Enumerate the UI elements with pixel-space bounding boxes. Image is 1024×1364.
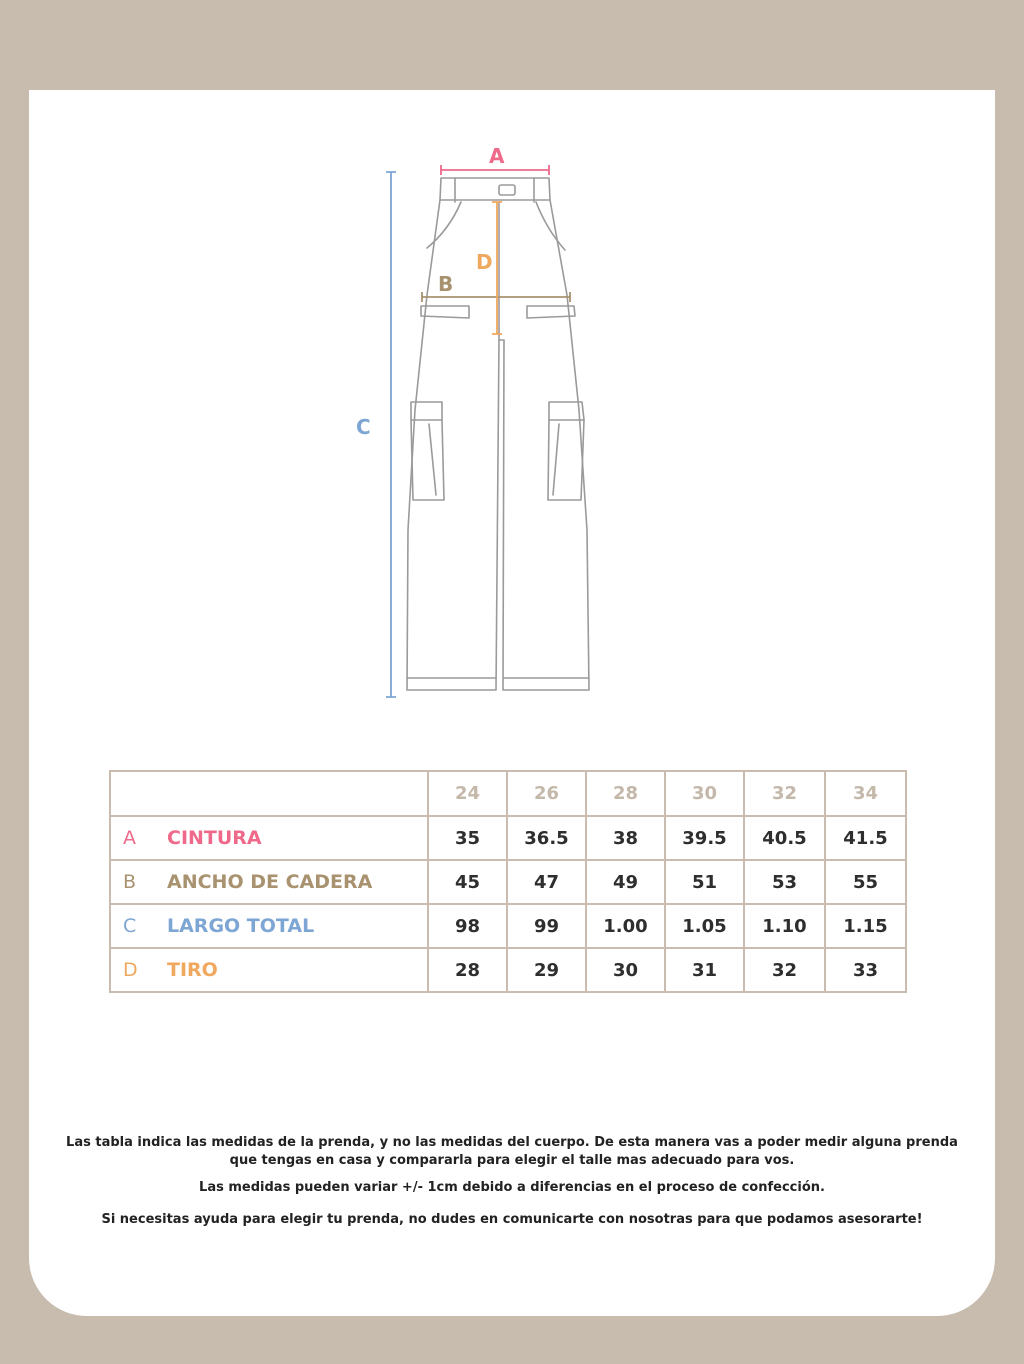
table-row-ancho-de-cadera (110, 860, 906, 904)
table-cell: 29 (507, 948, 586, 992)
table-cell: 30 (586, 948, 665, 992)
row-letter: C (123, 915, 137, 937)
row-name: LARGO TOTAL (167, 915, 315, 937)
table-cell: 53 (744, 860, 825, 904)
table-row-cintura (110, 816, 906, 860)
table-cell: 36.5 (507, 816, 586, 860)
table-cell: 1.05 (665, 904, 744, 948)
table-cell: 33 (825, 948, 906, 992)
table-cell: 49 (586, 860, 665, 904)
note-line: Las tabla indica las medidas de la prenda, y no las medidas del cuerpo. De esta manera vas a poder medir alguna prenda (66, 1135, 958, 1150)
size-guide-card (29, 90, 995, 1316)
table-row-largo-total (110, 904, 906, 948)
dimension-label-d: D (476, 250, 493, 274)
table-cell: 31 (665, 948, 744, 992)
table-cell: 28 (428, 948, 507, 992)
size-header: 32 (744, 771, 825, 816)
table-cell: 39.5 (665, 816, 744, 860)
row-name: ANCHO DE CADERA (167, 871, 373, 893)
size-notes (29, 1134, 995, 1236)
table-cell: 45 (428, 860, 507, 904)
table-cell: 99 (507, 904, 586, 948)
row-letter: D (123, 959, 138, 981)
table-cell: 32 (744, 948, 825, 992)
size-header: 28 (586, 771, 665, 816)
table-cell: 51 (665, 860, 744, 904)
row-name: TIRO (167, 959, 218, 981)
size-header: 24 (428, 771, 507, 816)
size-header-row (110, 771, 906, 816)
table-cell: 1.00 (586, 904, 665, 948)
header-empty-cell (110, 771, 428, 816)
row-label (110, 816, 428, 860)
size-header: 30 (665, 771, 744, 816)
note-variation: Las medidas pueden variar +/- 1cm debido a diferencias en el proceso de confección. (199, 1180, 825, 1195)
note-help: Si necesitas ayuda para elegir tu prenda, no dudes en comunicarte con nosotras para que podamos asesorarte! (101, 1212, 923, 1227)
table-cell: 40.5 (744, 816, 825, 860)
table-cell: 1.10 (744, 904, 825, 948)
size-header: 34 (825, 771, 906, 816)
table-cell: 98 (428, 904, 507, 948)
size-table (109, 770, 907, 993)
table-cell: 1.15 (825, 904, 906, 948)
table-cell: 47 (507, 860, 586, 904)
table-row-tiro (110, 948, 906, 992)
row-name: CINTURA (167, 827, 262, 849)
dimension-label-b: B (438, 272, 454, 296)
row-letter: B (123, 871, 137, 893)
cargo-pants-outline-icon (29, 90, 995, 770)
row-label (110, 904, 428, 948)
note-measurements (29, 1134, 995, 1170)
table-cell: 55 (825, 860, 906, 904)
row-label (110, 948, 428, 992)
row-letter: A (123, 827, 136, 849)
dimension-label-a: A (489, 144, 505, 168)
table-cell: 38 (586, 816, 665, 860)
row-label (110, 860, 428, 904)
size-header: 26 (507, 771, 586, 816)
table-cell: 41.5 (825, 816, 906, 860)
dimension-label-c: C (356, 415, 371, 439)
garment-diagram (29, 90, 995, 770)
note-line: que tengas en casa y compararla para elegir el talle mas adecuado para vos. (229, 1153, 795, 1168)
table-cell: 35 (428, 816, 507, 860)
